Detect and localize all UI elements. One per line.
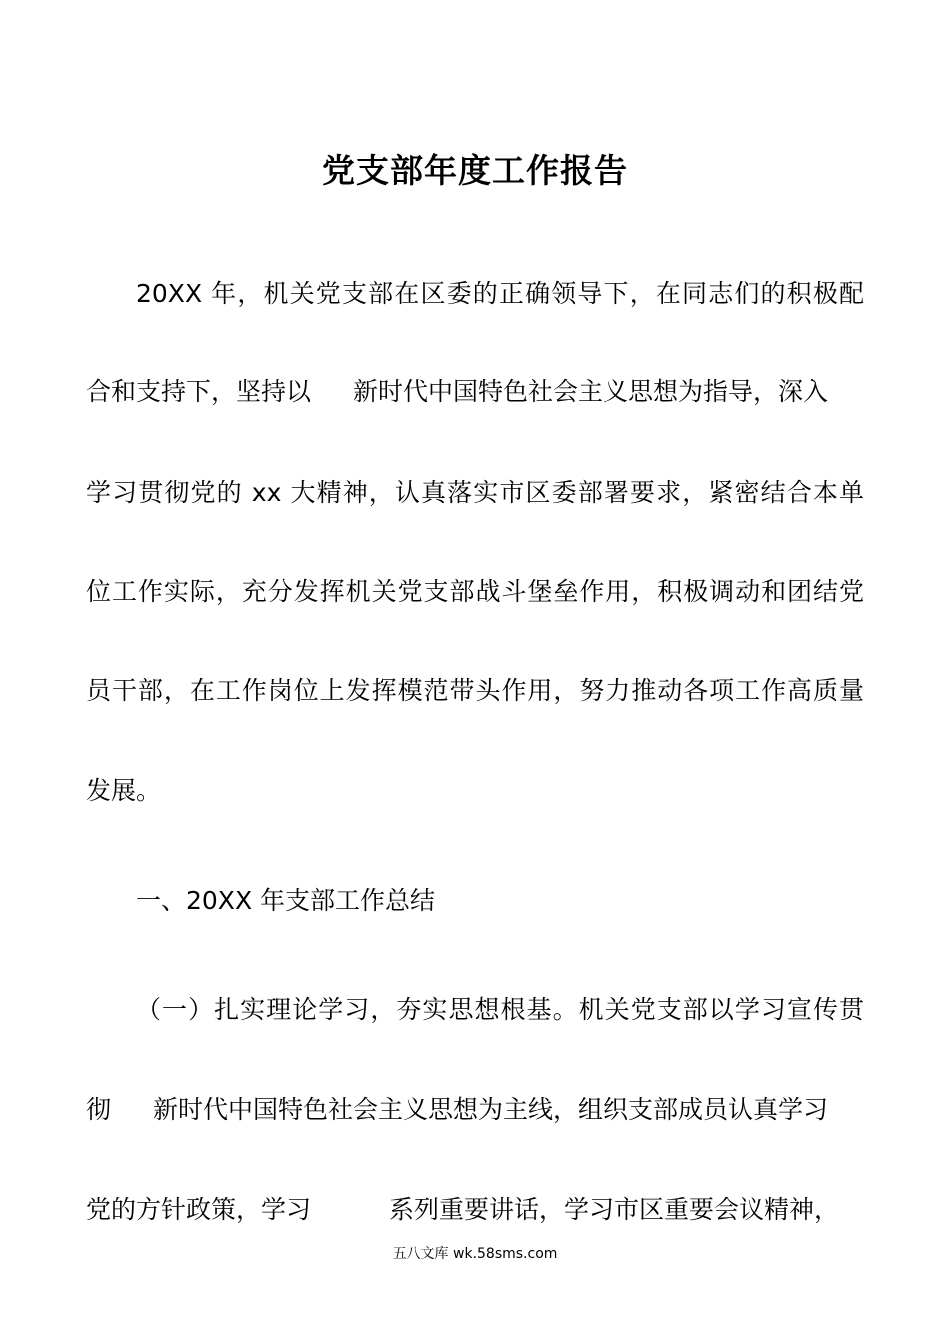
paragraph2-line2 bbox=[86, 1090, 864, 1130]
paragraph1-line2-part-b: 新时代中国特色社会主义思想为指导，深入 bbox=[353, 377, 829, 406]
footer-watermark: 五八文库 wk.58sms.com bbox=[392, 1246, 558, 1262]
paragraph2-line3-part-a: 党的方针政策，学习 bbox=[86, 1195, 312, 1224]
paragraph1-line1: 20XX 年，机关党支部在区委的正确领导下，在同志们的积极配 bbox=[136, 279, 864, 308]
paragraph1-line3: 学习贯彻党的 xx 大精神，认真落实市区委部署要求，紧密结合本单 bbox=[86, 478, 864, 507]
paragraph1-line2 bbox=[86, 372, 864, 412]
paragraph1-line5: 员干部，在工作岗位上发挥模范带头作用，努力推动各项工作高质量 bbox=[86, 676, 864, 705]
section-heading-1: 一、20XX 年支部工作总结 bbox=[136, 886, 436, 915]
paragraph2-line2-part-b: 新时代中国特色社会主义思想为主线，组织支部成员认真学习 bbox=[153, 1095, 829, 1124]
paragraph1-line4: 位工作实际，充分发挥机关党支部战斗堡垒作用，积极调动和团结党 bbox=[86, 577, 864, 606]
document-title: 党支部年度工作报告 bbox=[322, 151, 628, 190]
paragraph2-line3 bbox=[86, 1190, 864, 1230]
paragraph2-line1: （一）扎实理论学习，夯实思想根基。机关党支部以学习宣传贯 bbox=[136, 995, 864, 1024]
paragraph1-line6: 发展。 bbox=[86, 776, 162, 805]
paragraph2-line2-part-a: 彻 bbox=[86, 1095, 112, 1124]
paragraph1-line2-part-a: 合和支持下，坚持以 bbox=[86, 377, 312, 406]
paragraph2-line3-part-b: 系列重要讲话，学习市区重要会议精神， bbox=[389, 1195, 840, 1224]
